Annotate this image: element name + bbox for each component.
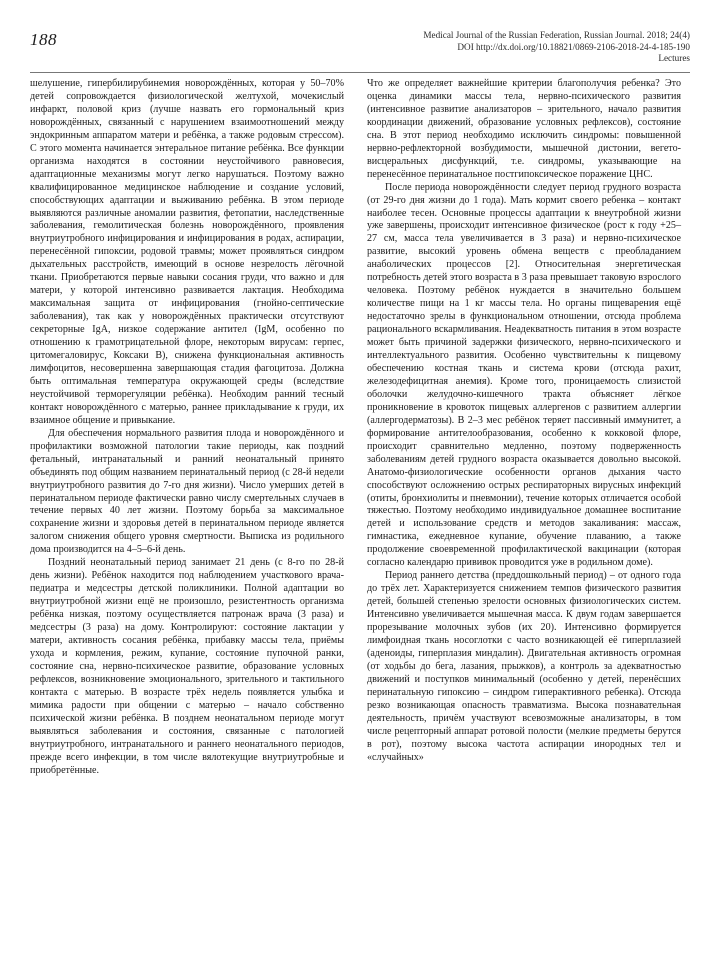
paragraph: Период раннего детства (преддошкольный период) – от одного года до трёх лет. Характеризуется снижением темпов физического развития детей, большей степенью зрелости основных физиологических систем. Интенсивно увеличивается мышечная масса. К двум годам завершается прорезывание молочных зубов (их 20). Интенсивно формируется лимфоидная ткань носоглотки с часто возникающей её гиперплазией (аденоиды, гиперплазия миндалин). Двигательная активность огромная (от ходьбы до бега, лазания, прыжков), а контроль за адекватностью движений и поступков минимальный (особенно у детей, перенёсших перинатальную гипоксию – синдром гиперактивного ребенка). Отсюда резко возникающая опасность травматизма. Высока познавательная деятельность, причём участвуют всевозможные анализаторы, в том числе рецепторный аппарат ротовой полости (мелкие предметы берутся в рот), поэтому высока частота аспирации инородных тел и «случайных»: [367, 570, 681, 763]
section-label: Lectures: [658, 53, 690, 64]
doi-link[interactable]: DOI http://dx.doi.org/10.18821/0869-2106-2018-24-4-185-190: [457, 41, 690, 52]
paragraph: Что же определяет важнейшие критерии благополучия ребенка? Это оценка динамики массы тела, нервно-психического развития (интенсивное развитие анализаторов – зрительного, начало развития координации движений, образование условных рефлексов), состояние сна. В этот период необходимо исключить синдромы: повышенной нервно-рефлекторной возбудимости, мышечной дистонии, вегето-висцеральных дисфункций, т.е. синдромы, указывающие на перенесённое перинатальное постгипоксическое поражение ЦНС.: [367, 78, 681, 180]
paragraph: шелушение, гипербилирубинемия новорождённых, которая у 50–70% детей сопровождается физиологической желтухой, мочекислый инфаркт, половой криз (лучше назвать его гормональный криз новорождённых, связанный с нарушением взаимоотношений между эндокринным аппаратом матери и ребёнка, а также родовым стрессом). С этого момента начинается энтеральное питание ребёнка. Все функции организма находятся в состоянии неустойчивого равновесия, адаптационные механизмы могут легко нарушаться. Поэтому важно квалифицированное медицинское наблюдение и создание условий, способствующих адаптации и выживанию ребёнка. В этом периоде выявляются различные аномалии развития, фетопатии, наследственные заболевания, гемолитическая болезнь новорождённого, проявления внутриутробного инфицирования и инфицирования в родах, аспирации, перенесённой гипоксии, родовой травмы; может проявляться синдром дыхательных расстройств, имеющий в основе незрелость лёгочной ткани. Приобретаются первые навыки сосания груди, что важно и для матери, у которой интенсивно развивается лактация. Необходима максимальная защита от инфицирования (гнойно-септические заболевания), так как у новорождённых практически отсутствуют секреторные IgA, низкое содержание антител (IgM, особенно по отношению к грамотрицательной флоре, некоторым вирусам: герпес, цитомегаловирус, Коксаки В), снижена функциональная активность лимфоцитов, несовершенна завершающая стадия фагоцитоза. Должна быть оптимальная температура окружающей среды (вследствие неустойчивой терморегуляции ребёнка). Необходим ранний тесный контакт новорождённого с матерью, раннее прикладывание к груди, их взаимное общение и привыкание.: [30, 78, 344, 426]
left-column: [30, 78, 344, 777]
paragraph: Для обеспечения нормального развития плода и новорождённого и профилактики возможной патологии такие периоды, как поздний фетальный, интранатальный и ранний неонатальный принято объединять под общим названием перинатальный период (с 28-й недели внутриутробного развития до 7-го дня жизни). Число умерших детей в перинатальном периоде фактически равно числу смертельных случаев в течение первых 40 лет жизни. Поэтому борьба за максимальное сохранение жизни и здоровья детей в перинатальном периоде является залогом снижения общего уровня смертности. Выписка из родильного дома производится на 4–5–6-й день.: [30, 427, 344, 556]
page-number: 188: [30, 30, 57, 49]
paragraph: Поздний неонатальный период занимает 21 день (с 8-го по 28-й день жизни). Ребёнок находится под наблюдением участкового врача-педиатра и медсестры детской поликлиники. Полной адаптации во внутриутробной жизни ещё не произошло, резистентность организма ребёнка низкая, поэтому осуществляется патронаж врача (3 раза) и медсестры (3 раза) на дому. Контролируют: состояние лактации у матери, активность сосания ребёнка, прибавку массы тела, приёмы ухода и кормления, режим, купание, состояние пупочной ранки, состояние сна, нервно-психическое развитие, образование условных рефлексов, возникновение эмоционального, зрительного и тактильного контакта с матерью. В возрасте трёх недель появляется улыбка и мимика радости при общении с матерью – начало собственно психической жизни ребёнка. В позднем неонатальном периоде могут выявляться заболевания и состояния, связанные с патологией внутриутробного, интранатального и раннего неонатального периодов, прежде всего инфекции, в том числе вялотекущие внутриутробные и приобретённые.: [30, 557, 344, 776]
page-header: [0, 0, 709, 74]
header-rule: [30, 72, 690, 73]
paragraph: После периода новорождённости следует период грудного возраста (от 29-го дня жизни до 1 года). Мать кормит своего ребенка – контакт наиболее тесен. Основные процессы адаптации к внеутробной жизни уже завершены, происходит интенсивное физическое (рост к году +25–27 см, масса тела увеличивается в 3 раза) и нервно-психическое развитие, высокий уровень обмена веществ с преобладанием анаболических процессов [2]. Относительная энергетическая потребность детей этого возраста в 3 раза превышает таковую взрослого человека. Поэтому ребёнок нуждается в значительно большем количестве пищи на 1 кг массы тела. Но органы пищеварения ещё недостаточно зрелы в функциональном отношении, отсюда проблема рационального вскармливания. Неадекватность питания в этом возрасте может быть причиной задержки физического, нервно-психического и интеллектуального развития. Особенно чувствительны к пищевому обеспечению костная ткань и система крови (отсюда рахит, железодефицитная анемия). Кроме того, проницаемость слизистой оболочки желудочно-кишечного тракта объясняет лёгкое проникновение в кровоток пищевых аллергенов с развитием аллергии (аллергодерматозы). В 2–3 мес ребёнок теряет пассивный иммунитет, а формирование антителообразования, особенно к кокковой флоре, происходит сравнительно медленно, поэтому подверженность заболеваниям детей грудного возраста оказывается довольно высокой. Анатомо-физиологические особенности органов дыхания часто способствуют осложнению острых респираторных вирусных инфекций (отиты, бронхиолиты и пневмонии), течение которых отличается особой тяжестью. Поэтому необходимо индивидуальное домашнее воспитание детей и использование средств и методов закаливания: массаж, гимнастика, ежедневное купание, обучение плаванию, а также продолжение своевременной профилактической вакцинации (которая согласно календарю прививок проводится уже в родильном доме).: [367, 181, 681, 569]
journal-info: [423, 30, 690, 65]
journal-citation: Medical Journal of the Russian Federation, Russian Journal. 2018; 24(4): [423, 30, 690, 40]
right-column: [367, 78, 681, 765]
